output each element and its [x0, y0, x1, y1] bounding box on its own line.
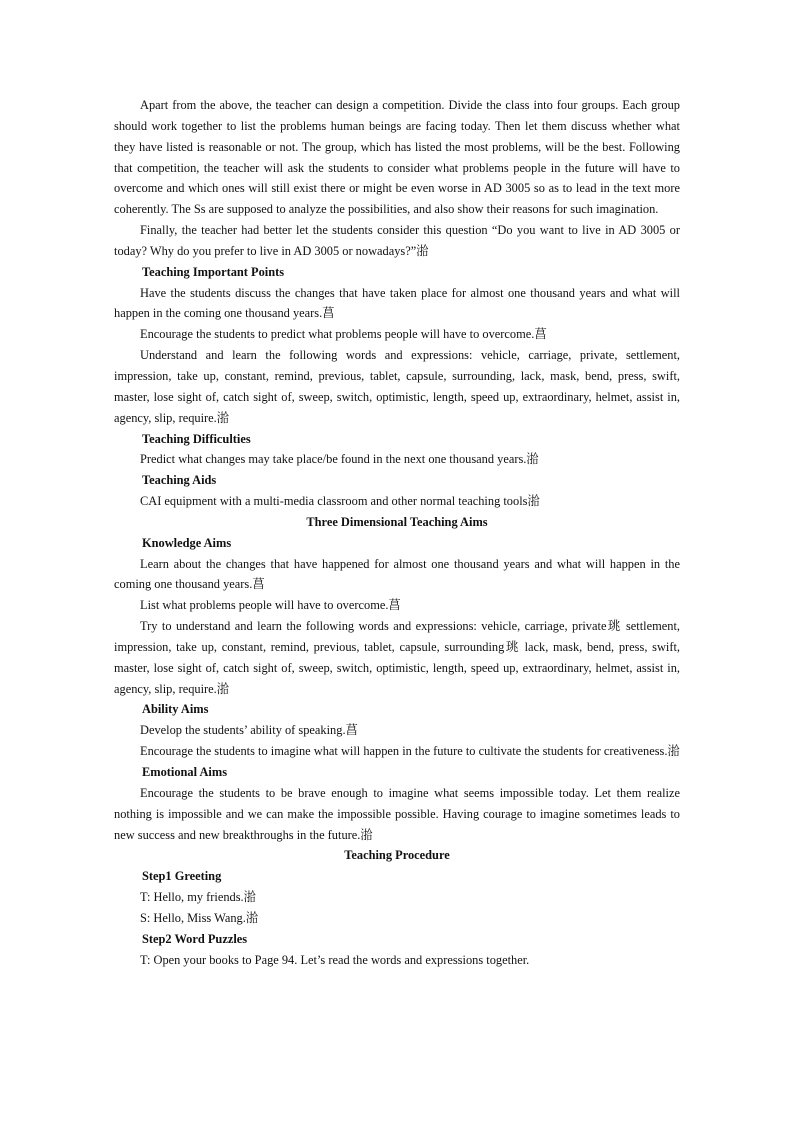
important-points-paragraph: Encourage the students to predict what problems people will have to overcome.菖 [140, 327, 547, 342]
knowledge-aims-paragraph: Try to understand and learn the following words and expressions: vehicle, carriage, private珧 settlement, impression, take up, constant, remind, previous, tablet, capsule, surrounding珧 lack, mask, bend, press, swift, master, lose sight of, catch sight of, sweep, switch, optimistic, length, speed up, extraordinary, helmet, assist in, agency, slip, require.湁 [114, 619, 680, 696]
intro-paragraph-question: Finally, the teacher had better let the students consider this question “Do you want to live in AD 3005 or today? Why do you prefer to live in AD 3005 or nowadays?”湁 [114, 223, 680, 258]
step2-dialogue-line: T: Open your books to Page 94. Let’s read the words and expressions together. [140, 952, 530, 967]
important-points-paragraph: Have the students discuss the changes that have taken place for almost one thousand years and what will happen in the coming one thousand years.菖 [114, 285, 680, 321]
aids-paragraph: CAI equipment with a multi-media classroom and other normal teaching tools湁 [140, 494, 540, 509]
document-page [114, 95, 680, 970]
ability-aims-heading: Ability Aims [142, 702, 209, 717]
teaching-procedure-title: Teaching Procedure [344, 848, 450, 863]
intro-paragraph-competition: Apart from the above, the teacher can design a competition. Divide the class into four groups. Each group should work together to list the problems human beings are facing today. Then let them discuss whether what they have listed is reasonable or not. The group, which has listed the most problems, will be the best. Following that competition, the teacher will ask the students to consider what problems people in the future will have to overcome and which ones will still exist there or might be even worse in AD 3005 so as to lead in the text more coherently. The Ss are supposed to analyze the possibilities, and also show their reasons for such imagination. [114, 98, 680, 217]
step2-heading: Step2 Word Puzzles [142, 931, 248, 946]
step1-heading: Step1 Greeting [142, 869, 222, 884]
aids-heading: Teaching Aids [142, 473, 217, 488]
step1-dialogue-line: S: Hello, Miss Wang.湁 [140, 910, 259, 925]
ability-aims-paragraph: Develop the students’ ability of speaking.菖 [140, 723, 358, 738]
ability-aims-paragraph: Encourage the students to imagine what will happen in the future to cultivate the students for creativeness.湁 [140, 744, 680, 759]
emotional-aims-paragraph: Encourage the students to be brave enough to imagine what seems impossible today. Let them realize nothing is impossible and we can make the impossible possible. Having courage to imagine sometimes leads to new success and new breakthroughs in the future.湁 [114, 785, 680, 842]
three-dimensional-aims-title: Three Dimensional Teaching Aims [306, 514, 488, 529]
difficulties-paragraph: Predict what changes may take place/be found in the next one thousand years.湁 [140, 452, 539, 467]
important-points-heading: Teaching Important Points [142, 264, 285, 279]
knowledge-aims-paragraph: List what problems people will have to overcome.菖 [140, 598, 401, 613]
important-points-paragraph: Understand and learn the following words and expressions: vehicle, carriage, private, settlement, impression, take up, constant, remind, previous, tablet, capsule, surrounding, lack, mask, bend, press, swift, master, lose sight of, catch sight of, sweep, switch, optimistic, length, speed up, extraordinary, helmet, assist in, agency, slip, require.湁 [114, 348, 680, 425]
emotional-aims-heading: Emotional Aims [142, 765, 228, 779]
knowledge-aims-paragraph: Learn about the changes that have happened for almost one thousand years and what will happen in the coming one thousand years.菖 [114, 556, 680, 592]
knowledge-aims-heading: Knowledge Aims [142, 535, 232, 550]
step1-dialogue-line: T: Hello, my friends.湁 [140, 890, 257, 905]
difficulties-heading: Teaching Difficulties [142, 431, 251, 446]
